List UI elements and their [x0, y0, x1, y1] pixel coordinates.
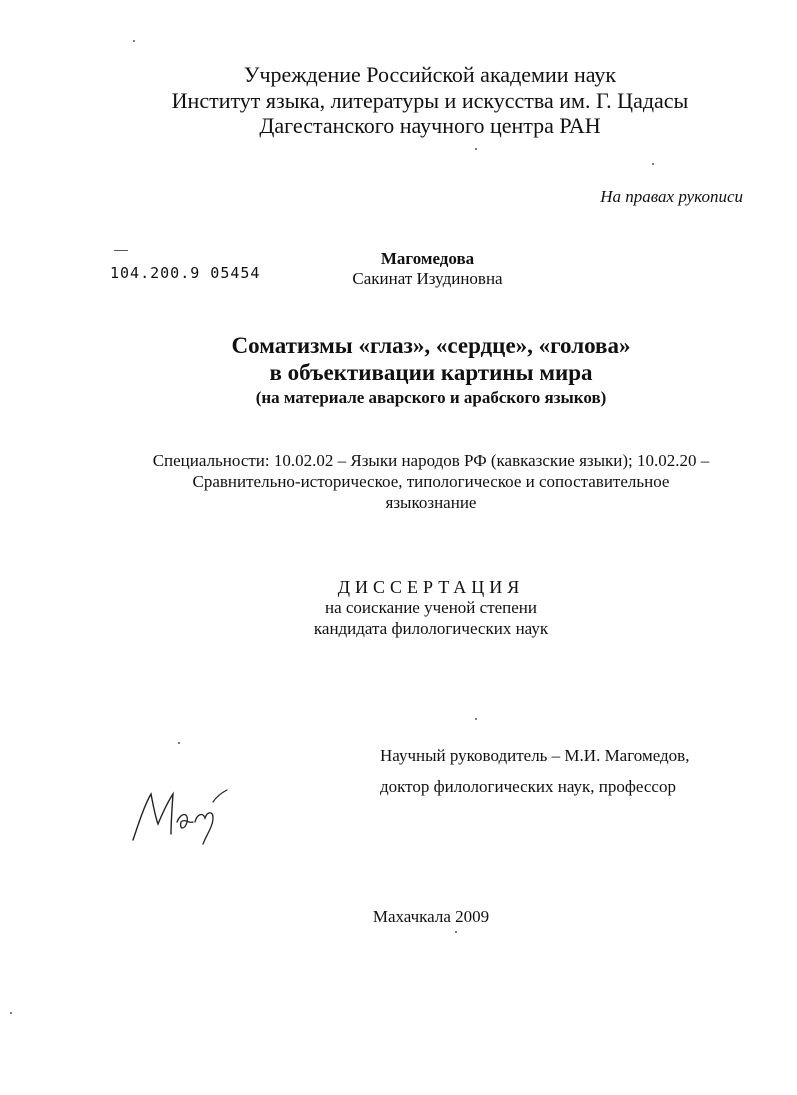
scan-speck: [475, 718, 477, 720]
advisor-line-2: доктор филологических наук, профессор: [380, 777, 676, 796]
library-code-stamp: 104.200.9 05454: [110, 264, 261, 282]
scan-speck: [652, 163, 654, 165]
rights-note: На правах рукописи: [600, 187, 743, 206]
title-subtitle: (на материале аварского и арабского языков): [255, 388, 607, 407]
scan-speck: [114, 250, 128, 251]
institution-line-3: Дагестанского научного центра РАН: [259, 113, 601, 138]
specialty-line-2: Сравнительно-историческое, типологическое и сопоставительное: [192, 472, 670, 491]
scan-speck: [178, 742, 180, 744]
institution-line-2: Институт языка, литературы и искусства им. Г. Цадасы: [171, 88, 689, 113]
author-last-name: Магомедова: [380, 249, 475, 268]
handwritten-signature: [125, 782, 235, 852]
city-year: Махачкала 2009: [372, 907, 490, 926]
specialty-line-3: языкознание: [385, 493, 477, 512]
scan-speck: [455, 931, 457, 933]
title-line-2: в объективации картины мира: [269, 360, 593, 385]
specialty-line-1: Специальности: 10.02.02 – Языки народов РФ (кавказские языки); 10.02.20 –: [152, 451, 710, 470]
institution-line-1: Учреждение Российской академии наук: [243, 62, 617, 87]
title-line-1: Соматизмы «глаз», «сердце», «голова»: [231, 333, 631, 358]
dissertation-line-2: кандидата филологических наук: [313, 619, 549, 638]
dissertation-line-1: на соискание ученой степени: [324, 598, 538, 617]
dissertation-heading: ДИССЕРТАЦИЯ: [337, 577, 525, 597]
scan-speck: [10, 1012, 12, 1014]
scan-speck: [133, 40, 135, 42]
scan-speck: [475, 148, 477, 150]
author-first-names: Сакинат Изудиновна: [352, 269, 503, 288]
advisor-line-1: Научный руководитель – М.И. Магомедов,: [380, 746, 690, 765]
